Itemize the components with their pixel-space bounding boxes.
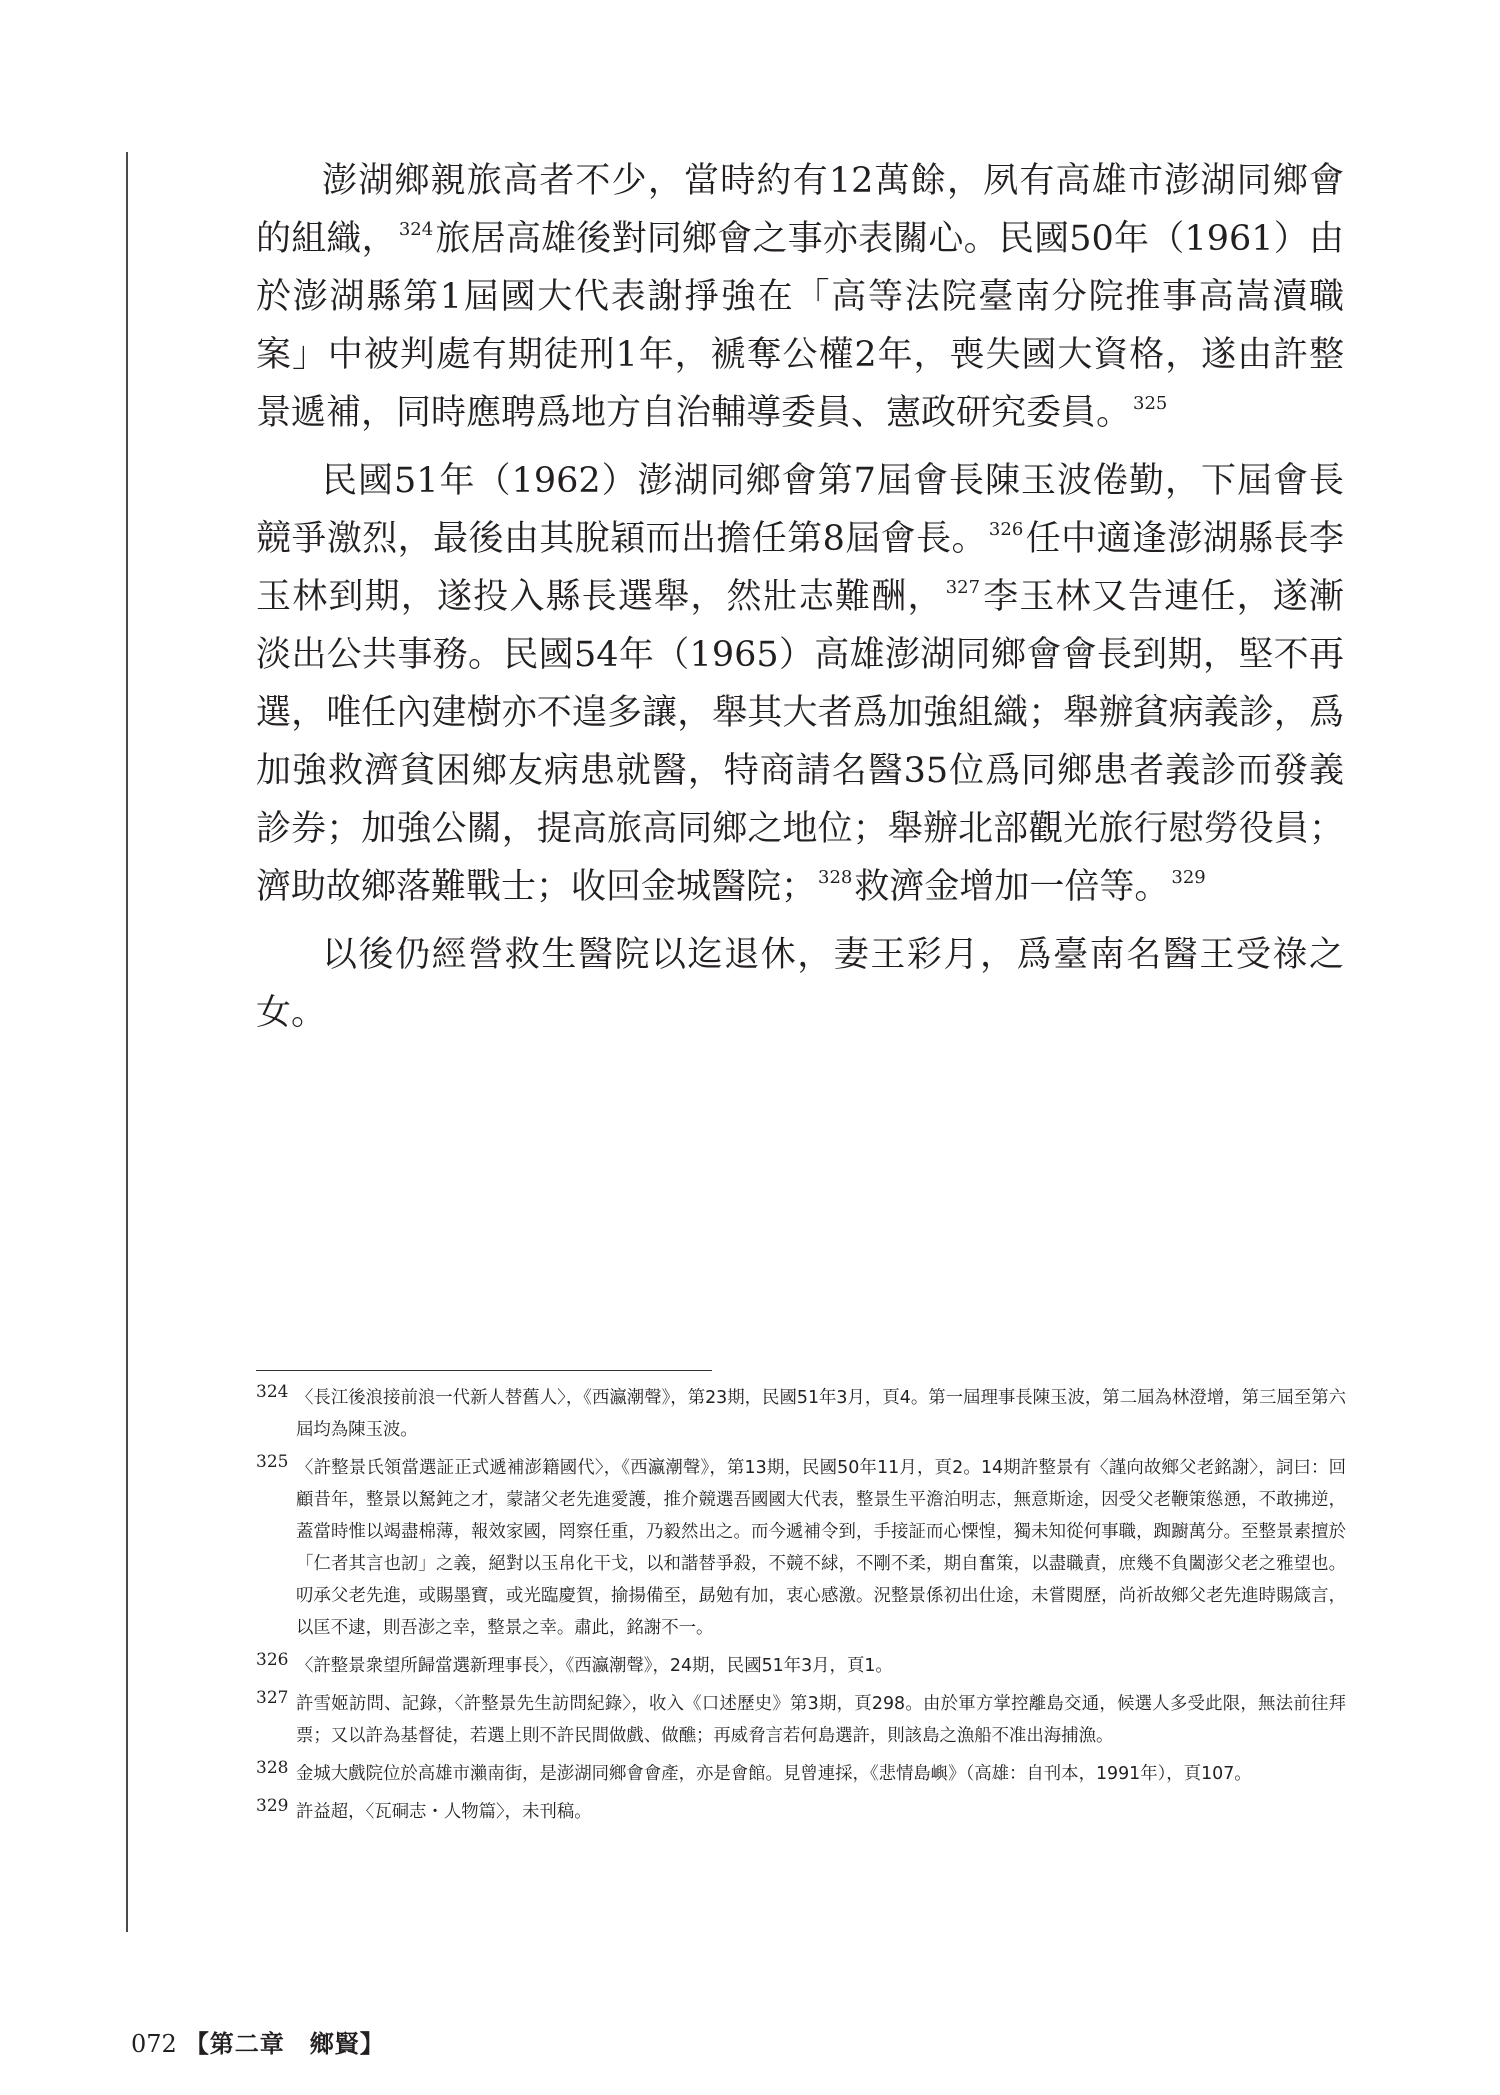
footnote-ref: 326: [988, 519, 1024, 540]
footnote-ref: 328: [818, 867, 853, 888]
text-run: 旅居高雄後對同鄉會之事亦表關心。民國50年（1961）由於澎湖縣第1屆國大代表謝掙強在「高等法院臺南分院推事高嵩瀆職案」中被判處有期徒刑1年，褫奪公權2年，喪失國大資格，遂由許整景遞補，同時應聘爲地方自治輔導委員、憲政研究委員。: [256, 219, 1344, 433]
footnote-325: [256, 1452, 1346, 1644]
chapter-title: 【第二章 鄉賢】: [184, 2029, 385, 2058]
text-run: 任中適逢澎湖縣長李玉林到期，遂投入縣長選舉，然壯志難酬，: [256, 519, 1344, 617]
footnote-number: 328: [256, 1758, 289, 1778]
footnote-text: 〈許整景衆望所歸當選新理事長〉，《西瀛潮聲》，24期，民國51年3月，頁1。: [296, 1656, 893, 1676]
footnote-number: 325: [256, 1452, 289, 1472]
footnote-number: 327: [256, 1688, 289, 1708]
footnote-327: [256, 1688, 1346, 1752]
footnote-ref: 327: [945, 577, 981, 598]
text-run: 以後仍經營救生醫院以迄退休，妻王彩月，爲臺南名醫王受祿之女。: [256, 935, 1344, 1033]
text-run: 民國51年（1962）澎湖同鄉會第7屆會長陳玉波倦勤，下屆會長競爭激烈，最後由其脫穎而出擔任第8屆會長。: [256, 461, 1344, 559]
footnote-326: [256, 1650, 1346, 1682]
footnote-number: 324: [256, 1382, 289, 1402]
body-text: [256, 152, 1344, 1042]
text-run: 救濟金增加一倍等。: [854, 867, 1170, 907]
page-number: 072: [131, 2030, 177, 2058]
footnote-text: 許益超，〈瓦硐志・人物篇〉，未刊稿。: [296, 1802, 592, 1822]
footnote-ref: 329: [1171, 867, 1206, 888]
footnotes: [256, 1382, 1346, 1834]
footnote-324: [256, 1382, 1346, 1446]
paragraph-1: [256, 152, 1344, 442]
page-footer: [131, 2028, 385, 2060]
footnote-328: [256, 1758, 1346, 1790]
footnote-ref: 325: [1133, 393, 1168, 414]
footnote-separator: [256, 1370, 712, 1371]
text-run: 澎湖鄉親旅高者不少，當時約有12萬餘，夙有高雄市澎湖同鄉會的組織，: [256, 161, 1344, 259]
footnote-ref: 324: [398, 219, 434, 240]
text-run: 李玉林又告連任，遂漸淡出公共事務。民國54年（1965）高雄澎湖同鄉會會長到期，堅不再選，唯任內建樹亦不遑多讓，舉其大者爲加強組織；舉辦貧病義診，爲加強救濟貧困鄉友病患就醫，特商請名醫35位爲同鄉患者義診而發義診券；加強公關，提高旅高同鄉之地位；舉辦北部觀光旅行慰勞役員；濟助故鄉落難戰士；收回金城醫院；: [256, 577, 1344, 907]
footnote-329: [256, 1796, 1346, 1828]
footnote-number: 329: [256, 1796, 289, 1816]
footnote-text: 〈長江後浪接前浪一代新人替舊人〉，《西瀛潮聲》，第23期，民國51年3月，頁4。第一屆理事長陳玉波，第二屆為林澄增，第三屆至第六屆均為陳玉波。: [296, 1388, 1346, 1440]
paragraph-2: [256, 452, 1344, 916]
footnote-text: 〈許整景氏領當選証正式遞補澎籍國代〉，《西瀛潮聲》，第13期，民國50年11月，頁2。14期許整景有〈謹向故鄉父老銘謝〉，詞曰：回顧昔年，整景以駑鈍之才，蒙諸父老先進愛護，推介競選吾國國大代表，整景生平澹泊明志，無意斯途，因受父老鞭策慫慂，不敢拂逆，蓋當時惟以竭盡棉薄，報效家國，罔察任重，乃毅然出之。而今遞補令到，手接証而心慄惶，獨未知從何事職，踟躕萬分。至整景素擅於「仁者其言也訒」之義，絕對以玉帛化干戈，以和諧替爭殺，不競不絿，不剛不柔，期自奮策，以盡職責，庶幾不負闔澎父老之雅望也。叨承父老先進，或賜墨寶，或光臨慶賀，揄揚備至，勗勉有加，衷心感激。況整景係初出仕途，未嘗閱歷，尚祈故鄉父老先進時賜箴言，以匡不逮，則吾澎之幸，整景之幸。肅此，銘謝不一。: [296, 1458, 1346, 1638]
left-margin-rule: [126, 152, 128, 1932]
paragraph-3: [256, 926, 1344, 1042]
footnote-text: 金城大戲院位於高雄市瀨南街，是澎湖同鄉會會產，亦是會館。見曾連採，《悲情島嶼》（高雄：自刊本，1991年），頁107。: [296, 1764, 1252, 1784]
footnote-number: 326: [256, 1650, 289, 1670]
footnote-text: 許雪姬訪問、記錄，〈許整景先生訪問紀錄〉，收入《口述歷史》第3期，頁298。由於軍方掌控離島交通，候選人多受此限，無法前往拜票；又以許為基督徒，若選上則不許民間做戲、做醮；再威脅言若何島選許，則該島之漁船不准出海捕漁。: [296, 1694, 1346, 1746]
